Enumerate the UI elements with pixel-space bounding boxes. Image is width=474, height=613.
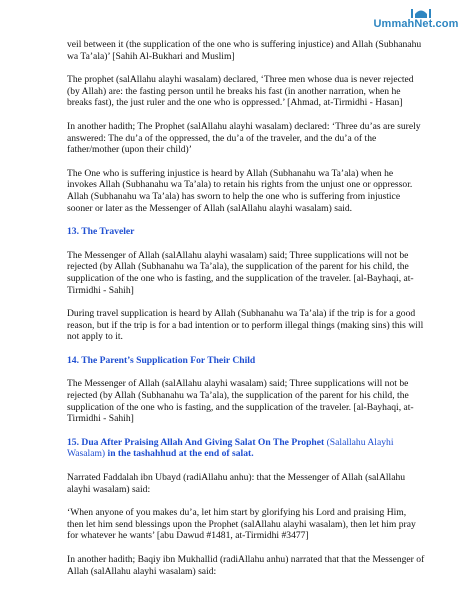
heading-part: 15. Dua After Praising Allah And Giving Salat On The Prophet (67, 436, 327, 448)
mosque-icon (410, 6, 432, 18)
site-logo[interactable] (368, 6, 464, 36)
paragraph: The prophet (salAllahu alayhi wasalam) declared, ‘Three men whose dua is never rejected (by Allah) are: the fasting person until he breaks his fast (in another narration, when he breaks fast), the just ruler and the one who is oppressed.’ [Ahmad, at-Tirmidhi - Hasan] (67, 74, 414, 109)
paragraph: The Messenger of Allah (salAllahu alayhi wasalam) said; Three supplications will not be rejected (by Allah (Subhanahu wa Ta’ala), the supplication of the parent for his child, the supplication of the one who is fasting, and the supplication of the traveler. [al-Bayhaqi, at-Tirmidhi - Sahih] (67, 378, 414, 425)
section-heading-parent-supplication: 14. The Parent’s Supplication For Their Child (67, 354, 256, 366)
paragraph: Narrated Faddalah ibn Ubayd (radiAllahu anhu): that the Messenger of Allah (salAllahu alayhi wasalam) said: (67, 472, 406, 495)
paragraph: In another hadith; Baqiy ibn Mukhallid (radiAllahu anhu) narrated that that the Messenger of Allah (salAllahu alayhi wasalam) said: (67, 554, 425, 577)
paragraph: The Messenger of Allah (salAllahu alayhi wasalam) said; Three supplications will not be rejected (by Allah (Subhanahu wa Ta’ala), the supplication of the parent for his child, the supplication of the one who is fasting, and the supplication of the traveler. [al-Bayhaqi, at-Tirmidhi - Sahih] (67, 249, 414, 296)
paragraph: veil between it (the supplication of the one who is suffering injustice) and Allah (Subhanahu wa Ta’ala)’ [Sahih Al-Bukhari and Muslim] (67, 39, 422, 62)
paragraph: During travel supplication is heard by Allah (Subhanahu wa Ta’ala) if the trip is for a good reason, but if the trip is for a bad intention or to perform illegal things (making sins) this will not apply to it. (67, 308, 424, 343)
section-heading-traveler: 13. The Traveler (67, 226, 135, 238)
paragraph: In another hadith; The Prophet (salAllahu alayhi wasalam) declared: ‘Three du’as are surely answered: The du’a of the oppressed, the du’a of the traveler, and the du’a of the father/mother (upon their child)’ (67, 120, 421, 156)
heading-part: (Salallahu Alayhi Wasalam) (67, 436, 394, 460)
heading-part: in the tashahhud at the end of salat. (105, 448, 254, 460)
paragraph: ‘When anyone of you makes du’a, let him start by glorifying his Lord and praising Him, then let him send blessings upon the Prophet (salAllahu alayhi wasalam), then let him pray for whatever he wants’ [abu Dawud #1481, at-Tirmidhi #3477] (67, 507, 416, 542)
paragraph: The One who is suffering injustice is heard by Allah (Subhanahu wa Ta’ala) when he invokes Allah (Subhanahu wa Ta’ala) to retain his rights from the unjust one or oppressor. Allah (Subhanahu wa Ta’ala) has sworn to help the one who is suffering from injustice sooner or later as the Messenger of Allah (salAllahu alayhi wasalam) said. (67, 167, 413, 214)
document-body (67, 39, 425, 589)
logo-text: UmmahNet.com (373, 18, 459, 30)
section-heading-dua-after-praising (67, 437, 425, 460)
